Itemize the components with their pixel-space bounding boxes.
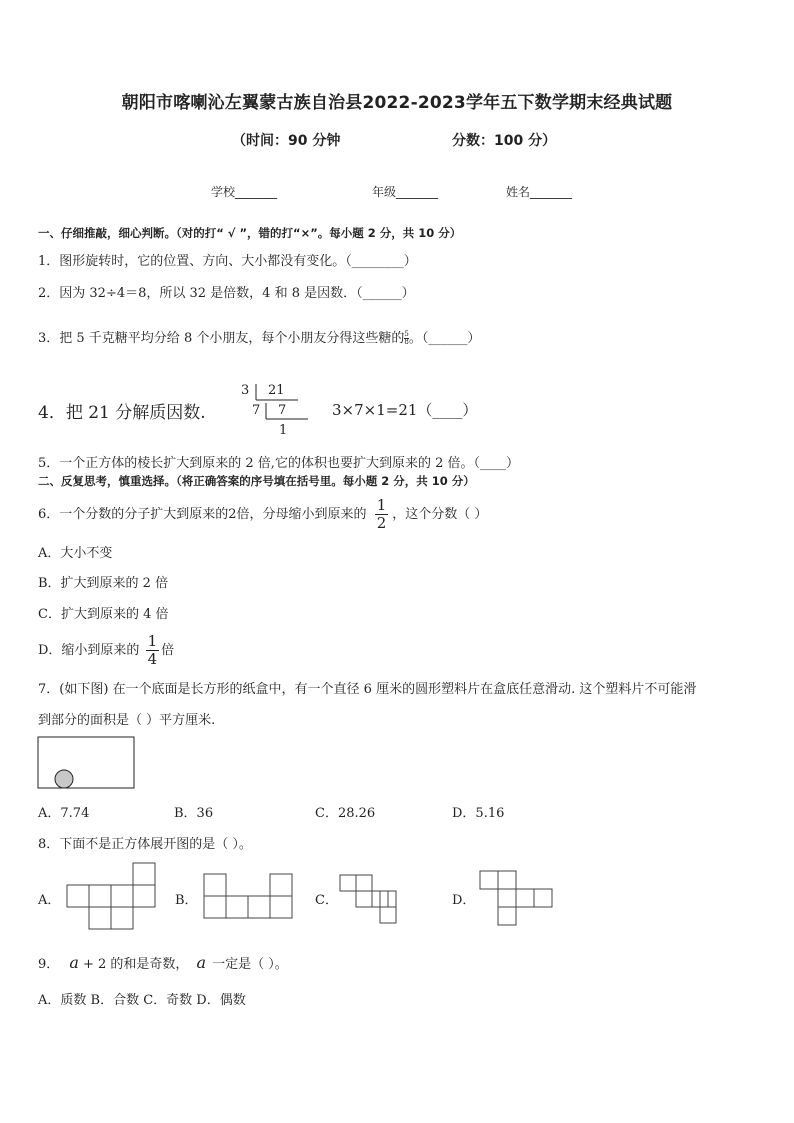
fraction-denominator: 8 [404, 338, 409, 346]
question-5: 5．一个正方体的棱长扩大到原来的 2 倍,它的体积也要扩大到原来的 2 倍。（____） [38, 456, 519, 471]
fraction-numerator: 5 [404, 330, 409, 338]
question-9-middle: + 2 的和是奇数， [82, 957, 189, 972]
option-6c: C．扩大到原来的 4 倍 [38, 607, 169, 622]
question-2: 2．因为 32÷4＝8，所以 32 是倍数，4 和 8 是因数．（______） [38, 286, 415, 301]
option-7c: C．28.26 [315, 806, 376, 821]
question-1: 1．图形旋转时，它的位置、方向、大小都没有变化。（________） [38, 254, 417, 269]
option-8d-label: D． [452, 893, 476, 908]
question-7-line-1: 7．(如下图) 在一个底面是长方形的纸盒中，有一个直径 6 厘米的圆形塑料片在盒底任意滑动. 这个塑料片不可能滑 [38, 682, 697, 697]
division-result-1: 1 [279, 423, 288, 438]
variable-a: a [69, 953, 79, 972]
school-field: 学校_______ [211, 185, 278, 199]
option-6a: A．大小不变 [38, 546, 113, 561]
exam-time: （时间：90 分钟 [232, 133, 341, 149]
division-divisor-7: 7 [252, 403, 261, 418]
grade-field: 年级_______ [372, 185, 439, 199]
option-6b: B．扩大到原来的 2 倍 [38, 576, 169, 591]
question-9 [38, 953, 288, 972]
division-quotient-7: 7 [278, 403, 287, 418]
question-6-tail: ，这个分数（ ） [392, 507, 488, 522]
fraction-one-quarter [146, 634, 160, 667]
question-9-number: 9． [38, 957, 60, 972]
option-8b-label: B． [175, 893, 198, 908]
cube-net-d [0, 0, 1, 1]
page-title: 朝阳市喀喇沁左翼蒙古族自治县2022-2023学年五下数学期末经典试题 [121, 93, 673, 113]
question-7-line-2: 到部分的面积是（ ）平方厘米. [38, 713, 216, 728]
question-4-prefix: 4．把 21 分解质因数. [38, 403, 206, 423]
option-8c-label: C． [315, 893, 338, 908]
name-field: 姓名_______ [506, 185, 573, 199]
question-9-tail: 一定是（ ）。 [212, 957, 288, 972]
fraction-numerator: 1 [147, 632, 158, 650]
variable-a-second: a [196, 953, 207, 972]
fraction-numerator: 1 [376, 496, 387, 514]
question-8: 8．下面不是正方体展开图的是（ ）。 [38, 837, 252, 852]
question-6 [38, 498, 487, 531]
question-4-equation: 3×7×1=21（____） [332, 401, 478, 419]
option-6d-text: D．缩小到原来的 [38, 643, 140, 658]
fraction-denominator: 4 [147, 650, 158, 668]
option-6d [38, 634, 174, 667]
fraction-denominator: 2 [376, 514, 387, 532]
question-3 [38, 327, 480, 346]
division-divisor-3: 3 [241, 383, 250, 398]
fraction-one-half [375, 498, 389, 531]
exam-score: 分数：100 分） [452, 133, 557, 149]
option-6d-tail: 倍 [161, 643, 175, 658]
division-dividend-21: 21 [268, 383, 285, 398]
options-9: A．质数 B．合数 C．奇数 D．偶数 [38, 993, 246, 1008]
option-7a: A．7.74 [38, 806, 90, 821]
option-7d: D．5.16 [452, 806, 505, 821]
section-1-heading: 一、仔细推敲，细心判断。（对的打“ √ ”，错的打“×”。每小题 2 分，共 10 分） [38, 226, 462, 240]
option-7b: B．36 [174, 806, 214, 821]
question-6-text: 6．一个分数的分子扩大到原来的2倍，分母缩小到原来的 [38, 507, 367, 522]
question-3-text: 3．把 5 千克糖平均分给 8 个小朋友，每个小朋友分得这些糖的 [38, 331, 405, 346]
question-3-blank: 。（______） [408, 331, 481, 346]
option-8a-label: A． [38, 893, 61, 908]
section-2-heading: 二、反复思考，慎重选择。（将正确答案的序号填在括号里。每小题 2 分，共 10 分） [38, 474, 475, 488]
